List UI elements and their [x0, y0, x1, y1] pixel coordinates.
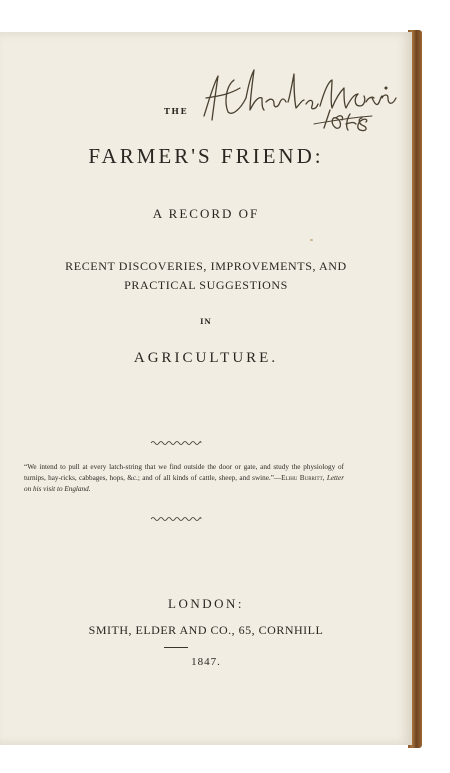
imprint-rule [164, 647, 188, 648]
epigraph-quote [24, 462, 344, 495]
handwritten-signature [196, 58, 408, 144]
imprint-year: 1847. [191, 656, 221, 668]
imprint-city: LONDON: [168, 596, 244, 611]
description-line-1: RECENT DISCOVERIES, IMPROVEMENTS, AND [65, 259, 347, 273]
wavy-rule-ornament [150, 516, 202, 522]
wavy-rule-ornament [150, 440, 202, 446]
quote-source: Letter on his visit to England. [24, 474, 344, 493]
title-page [0, 32, 412, 745]
imprint-publisher: SMITH, ELDER AND CO., 65, CORNHILL [88, 623, 324, 637]
subject-heading: AGRICULTURE. [133, 350, 279, 366]
title-article: THE [163, 106, 189, 116]
quote-text: “We intend to pull at every latch-string that we find outside the door or gate, and study the physiology of turnips, hay-ricks, cabbages, hops, &c.; and of all kinds of cattle, sheep, and swine.”— [24, 463, 344, 482]
book-title: FARMER'S FRIEND: [88, 144, 324, 168]
book-subtitle: A RECORD OF [152, 206, 260, 221]
paper-speck [310, 239, 313, 241]
description-line-2: PRACTICAL SUGGESTIONS [124, 278, 288, 292]
quote-author: Elihu Burritt, [281, 474, 325, 482]
preposition-in: IN [200, 317, 212, 326]
